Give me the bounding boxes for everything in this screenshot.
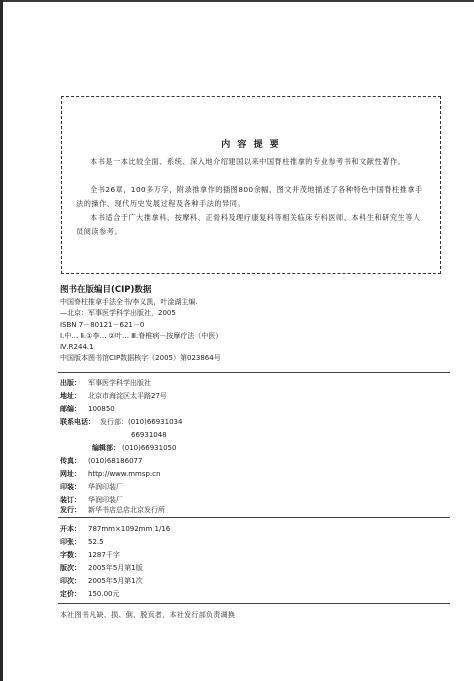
publisher-row: [60, 378, 151, 389]
phone-label: 联系电话：: [60, 418, 95, 426]
edition-value: 2005年5月第1版: [88, 564, 143, 572]
phone-value: 发行部：(010)66931034: [100, 418, 183, 426]
distribution-value: 新华书店总店北京发行所: [88, 506, 165, 514]
website-label: 网址：: [60, 470, 81, 478]
fax-label: 传真：: [60, 457, 81, 465]
website-row: [60, 469, 160, 480]
replacement-notice: 本社图书凡缺、损、倒、脱页者，本社发行部负责调换: [60, 611, 236, 619]
cip-line: —北京：军事医学科学出版社，2005: [60, 309, 176, 318]
scan-edge-top: [0, 0, 474, 2]
postcode-row: [60, 404, 115, 415]
cip-line: 中国脊柱推拿手法全书/李义凯，叶淦湖主编.: [60, 298, 198, 307]
sheets-value: 52.5: [88, 538, 104, 546]
price-row: [60, 589, 120, 600]
cip-line: Ⅰ.中… Ⅱ.①李… ②叶… Ⅲ.脊椎病－按摩疗法（中医）: [60, 331, 223, 340]
binding-label: 装订：: [60, 496, 81, 504]
address-label: 地址：: [60, 392, 81, 400]
cip-line: Ⅳ.R244.1: [60, 343, 94, 352]
printing-label: 印次：: [60, 577, 81, 585]
format-row: [60, 524, 170, 535]
wordcount-value: 1287千字: [88, 551, 120, 559]
summary-title: 内 容 提 要: [221, 140, 281, 150]
scan-edge-left: [0, 0, 3, 681]
wordcount-label: 字数：: [60, 551, 81, 559]
postcode-value: 100850: [88, 405, 115, 413]
edition-label: 版次：: [60, 564, 81, 572]
cip-data-block: [60, 285, 360, 364]
cip-line: ISBN 7－80121－621－0: [60, 320, 145, 329]
summary-paragraph-1: 本书是一本比较全面、系统、深入地介绍建国以来中国脊柱推拿的专业参考书和文献性著作。: [90, 157, 406, 166]
address-row: [60, 391, 167, 402]
printing-row: [60, 576, 143, 587]
sheets-label: 印张：: [60, 538, 81, 546]
printing-value: 2005年5月第1次: [88, 577, 143, 585]
phone-extra-value: 66931048: [131, 431, 167, 439]
wordcount-row: [60, 550, 120, 561]
editorial-value: (010)66931050: [122, 444, 177, 452]
price-label: 定价：: [60, 590, 81, 598]
printer-row: [60, 482, 123, 493]
content-summary-box: [61, 96, 441, 274]
sheets-row: [60, 537, 104, 548]
postcode-label: 邮编：: [60, 405, 81, 413]
format-value: 787mm×1092mm 1/16: [88, 525, 171, 533]
price-value: 150.00元: [88, 590, 120, 598]
summary-paragraph-3: 本书适合于广大推拿科、按摩科、正骨科及理疗康复科等相关临床专科医师、本科生和研究生等人员阅读参考。: [76, 213, 421, 236]
printer-label: 印装：: [60, 483, 81, 491]
publisher-value: 军事医学科学出版社: [88, 379, 151, 387]
summary-paragraph-2: 全书26章，100多万字，附录推拿作的插图800余幅，图文并茂地描述了各种特色中国脊柱推拿手法的操作、现代历史发展过程及各种手法的异同。: [76, 185, 423, 208]
fax-row: [60, 456, 142, 467]
address-value: 北京市海淀区太平路27号: [88, 392, 167, 400]
website-value: http://www.mmsp.cn: [88, 470, 161, 478]
divider: [58, 372, 450, 373]
cip-line: 中国版本图书馆CIP数据核字（2005）第023864号: [60, 354, 221, 363]
distribution-row: [60, 505, 165, 516]
editorial-row: [92, 443, 176, 454]
fax-value: (010)68186077: [88, 457, 143, 465]
cip-heading: 图书在版编目(CIP)数据: [60, 285, 152, 295]
publisher-label: 出版：: [60, 379, 81, 387]
printer-value: 华润印装厂: [88, 483, 123, 491]
divider: [58, 603, 450, 604]
phone-row: [60, 417, 182, 428]
binding-value: 华润印装厂: [88, 496, 123, 504]
edition-row: [60, 563, 143, 574]
editorial-label: 编辑部：: [92, 444, 120, 452]
distribution-label: 发行：: [60, 506, 81, 514]
format-label: 开本：: [60, 525, 81, 533]
phone-extra-row: [131, 430, 167, 441]
divider: [58, 517, 450, 518]
